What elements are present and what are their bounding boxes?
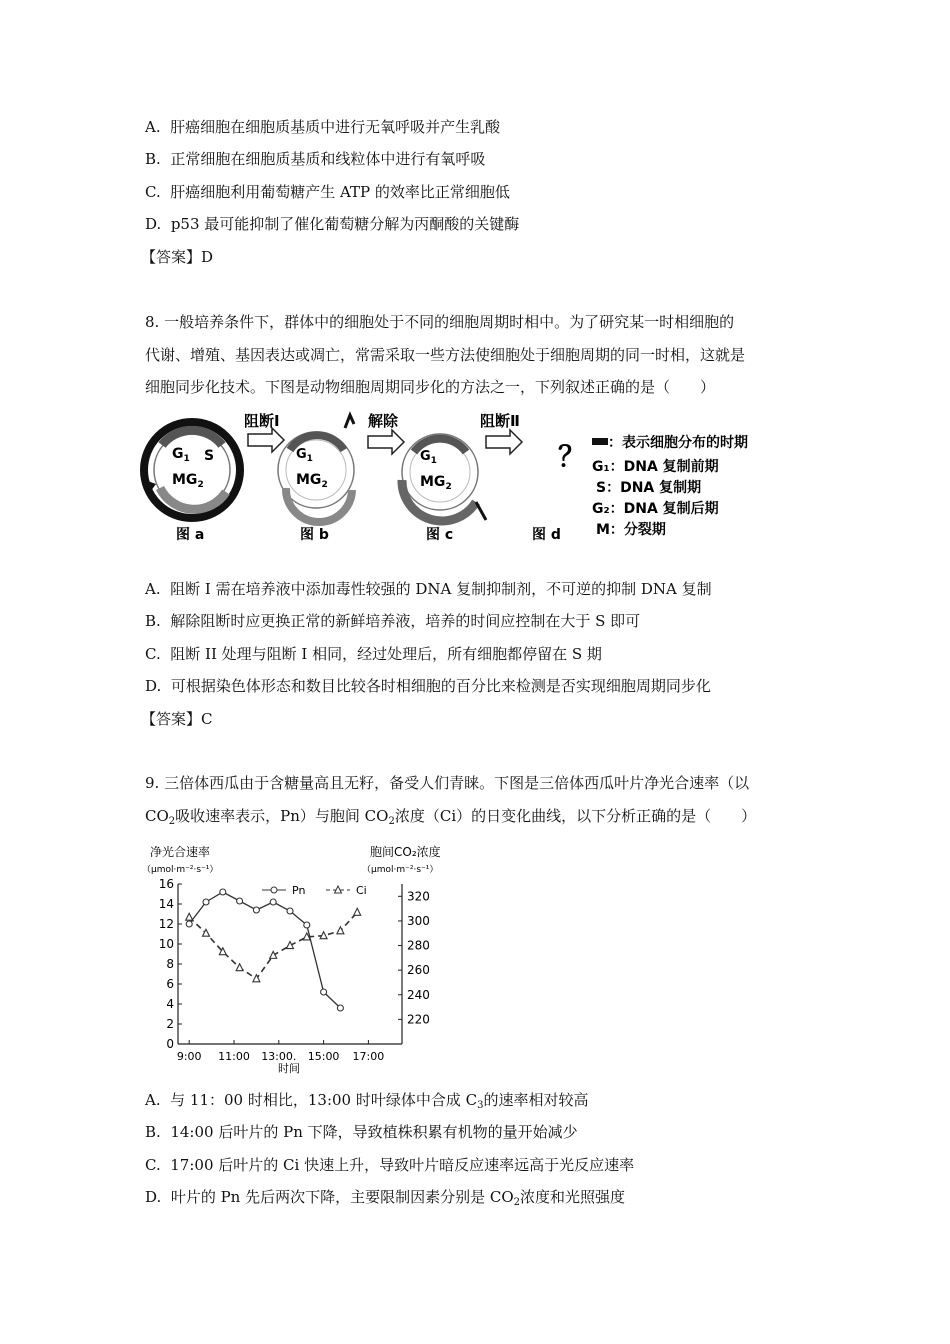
g1-label: $G_1$	[172, 446, 190, 464]
release-label: 解除	[368, 412, 399, 430]
pn-ci-chart	[140, 840, 460, 1080]
q7-option-c	[145, 182, 510, 202]
right-tick-label: 300	[407, 913, 430, 928]
ci-series-line	[189, 912, 357, 978]
legend-line-5: M：分裂期	[596, 522, 666, 538]
left-tick-label: 8	[166, 957, 174, 971]
q7-answer: 【答案】D	[141, 248, 214, 266]
mg2-label: $MG_2$	[296, 472, 328, 490]
ci-point	[354, 908, 361, 915]
right-tick-label: 280	[407, 938, 430, 953]
option-label: C.	[145, 1156, 161, 1174]
option-label: B.	[145, 612, 161, 630]
option-label: A.	[145, 1091, 161, 1109]
cycle-c-diagram	[402, 434, 486, 521]
q7-option-d	[145, 214, 519, 234]
x-tick-label: 13:00.	[261, 1050, 297, 1063]
option-text: 正常细胞在细胞质基质和线粒体中进行有氧呼吸	[170, 150, 486, 168]
pn-point	[203, 899, 209, 905]
q8-option-c	[145, 644, 602, 664]
option-label: B.	[145, 1123, 161, 1141]
fig-d-caption: 图 d	[532, 527, 561, 543]
pn-point	[270, 899, 276, 905]
left-tick-label: 2	[166, 1017, 174, 1031]
release-arrow	[368, 430, 404, 454]
q8-option-a	[145, 579, 712, 599]
legend-line-4: G₂：DNA 复制后期	[592, 501, 719, 517]
pn-point	[321, 989, 327, 995]
pn-point	[253, 907, 259, 913]
q9-option-b: B. 14:00 后叶片的 Pn 下降，导致植株积累有机物的量开始减少	[145, 1123, 578, 1141]
legend-pn-marker	[271, 887, 277, 893]
q8-answer: 【答案】C	[141, 710, 213, 728]
q7-option-a	[145, 117, 500, 137]
q9-stem-line-1: 9. 三倍体西瓜由于含糖量高且无籽，备受人们青睐。下图是三倍体西瓜叶片净光合速率（以	[145, 774, 750, 792]
cycle-b-diagram	[278, 415, 354, 522]
pn-point	[220, 889, 226, 895]
option-label: C.	[145, 645, 161, 663]
left-tick-label: 14	[158, 897, 174, 911]
x-tick-label: 9:00	[176, 1050, 202, 1063]
q8-stem-line-2: 代谢、增殖、基因表达或凋亡，常需采取一些方法使细胞处于细胞周期的同一时相，这就是	[145, 346, 746, 364]
x-axis-title: 时间	[278, 1062, 300, 1075]
pn-point	[237, 898, 243, 904]
cycle-a-diagram	[144, 422, 240, 518]
block-2-label: 阻断Ⅱ	[480, 412, 520, 430]
legend-line-1: ：表示细胞分布的时期	[608, 435, 748, 451]
left-axis-title: 净光合速率	[150, 845, 211, 859]
q9-option-a: A. 与 11：00 时相比，13:00 时叶绿体中合成 $C_3$的速率相对较高	[145, 1091, 589, 1111]
ci-point	[203, 929, 210, 936]
left-axis-unit: （μmol·m⁻²·s⁻¹）	[142, 865, 219, 875]
unknown-mark: ？	[558, 440, 587, 473]
option-text: 解除阻断时应更换正常的新鲜培养液，培养的时间应控制在大于 S 即可	[170, 612, 641, 630]
q9-stem-line-2: $CO_2$吸收速率表示，Pn）与胞间 $CO_2$浓度（Ci）的日变化曲线，以下分析正确的是（ ）	[145, 807, 757, 827]
left-tick-label: 4	[166, 997, 174, 1011]
x-tick-label: 11:00	[218, 1050, 250, 1063]
option-text: 肝癌细胞利用葡萄糖产生 ATP 的效率比正常细胞低	[170, 183, 510, 201]
option-text: 肝癌细胞在细胞质基质中进行无氧呼吸并产生乳酸	[170, 118, 501, 136]
q9-option-c: C. 17:00 后叶片的 Ci 快速上升，导致叶片暗反应速率远高于光反应速率	[145, 1156, 635, 1174]
right-tick-label: 320	[407, 889, 430, 904]
block-arrow-2	[486, 430, 522, 454]
option-label: A.	[145, 580, 161, 598]
option-text: 可根据染色体形态和数目比较各时相细胞的百分比来检测是否实现细胞周期同步化	[170, 677, 711, 695]
option-label: D.	[145, 215, 162, 233]
left-tick-label: 0	[166, 1037, 174, 1051]
option-label: B.	[145, 150, 161, 168]
option-label: A.	[145, 118, 161, 136]
x-tick-label: 15:00	[307, 1050, 340, 1063]
mg2-label: $MG_2$	[172, 472, 204, 490]
right-axis-unit: （μmol·m⁻²·s⁻¹）	[362, 865, 439, 875]
right-tick-label: 240	[407, 987, 430, 1002]
right-tick-label: 220	[407, 1012, 430, 1027]
option-text: 阻断 II 处理与阻断 I 相同，经过处理后，所有细胞都停留在 S 期	[170, 645, 602, 663]
right-axis-title: 胞间CO₂浓度	[370, 845, 441, 859]
fig-c-caption: 图 c	[426, 527, 454, 543]
plot-area	[159, 877, 430, 1063]
legend-line-3: S：DNA 复制期	[596, 480, 702, 496]
left-tick-label: 10	[158, 937, 174, 951]
legend-line-2: G₁：DNA 复制前期	[592, 459, 719, 475]
ci-point	[270, 951, 277, 958]
option-label: D.	[145, 1188, 162, 1206]
option-text: p53 最可能抑制了催化葡萄糖分解为丙酮酸的关键酶	[170, 215, 520, 233]
ci-point	[186, 913, 193, 920]
block-1-label: 阻断Ⅰ	[244, 412, 280, 430]
g1-label: $G_1$	[420, 449, 437, 466]
pn-point	[304, 922, 310, 928]
cell-cycle-figure	[140, 410, 800, 555]
option-text: 阻断 I 需在培养液中添加毒性较强的 DNA 复制抑制剂，不可逆的抑制 DNA 复制	[170, 580, 712, 598]
legend-ci-label: Ci	[356, 884, 367, 897]
option-label: C.	[145, 183, 161, 201]
ci-point	[236, 964, 243, 971]
q9-option-d: D. 叶片的 Pn 先后两次下降，主要限制因素分别是 $CO_2$浓度和光照强度	[145, 1188, 626, 1208]
x-tick-label: 17:00	[352, 1050, 385, 1063]
right-tick-label: 260	[407, 963, 430, 978]
pn-point	[186, 921, 192, 927]
q8-stem-line-1: 8. 一般培养条件下，群体中的细胞处于不同的细胞周期时相中。为了研究某一时相细胞的	[145, 313, 735, 331]
pn-point	[287, 908, 293, 914]
left-tick-label: 16	[158, 877, 174, 891]
option-label: D.	[145, 677, 162, 695]
pn-series-line	[189, 892, 340, 1008]
pn-point	[337, 1005, 343, 1011]
block-arrow-1	[248, 428, 284, 452]
q8-option-d	[145, 676, 711, 696]
fig-a-caption: 图 a	[176, 527, 205, 543]
legend-swatch	[592, 438, 608, 445]
legend-pn-label: Pn	[292, 884, 306, 897]
q8-option-b	[145, 611, 640, 631]
ci-point	[337, 927, 344, 934]
left-tick-label: 6	[166, 977, 174, 991]
fig-b-caption: 图 b	[300, 527, 329, 543]
s-label: S	[204, 448, 215, 464]
q7-option-b	[145, 149, 485, 169]
q8-stem-line-3: 细胞同步化技术。下图是动物细胞周期同步化的方法之一，下列叙述正确的是（ ）	[145, 378, 716, 396]
mg2-label: $MG_2$	[420, 474, 452, 492]
left-tick-label: 12	[158, 917, 174, 931]
g1-label: $G_1$	[296, 447, 313, 464]
